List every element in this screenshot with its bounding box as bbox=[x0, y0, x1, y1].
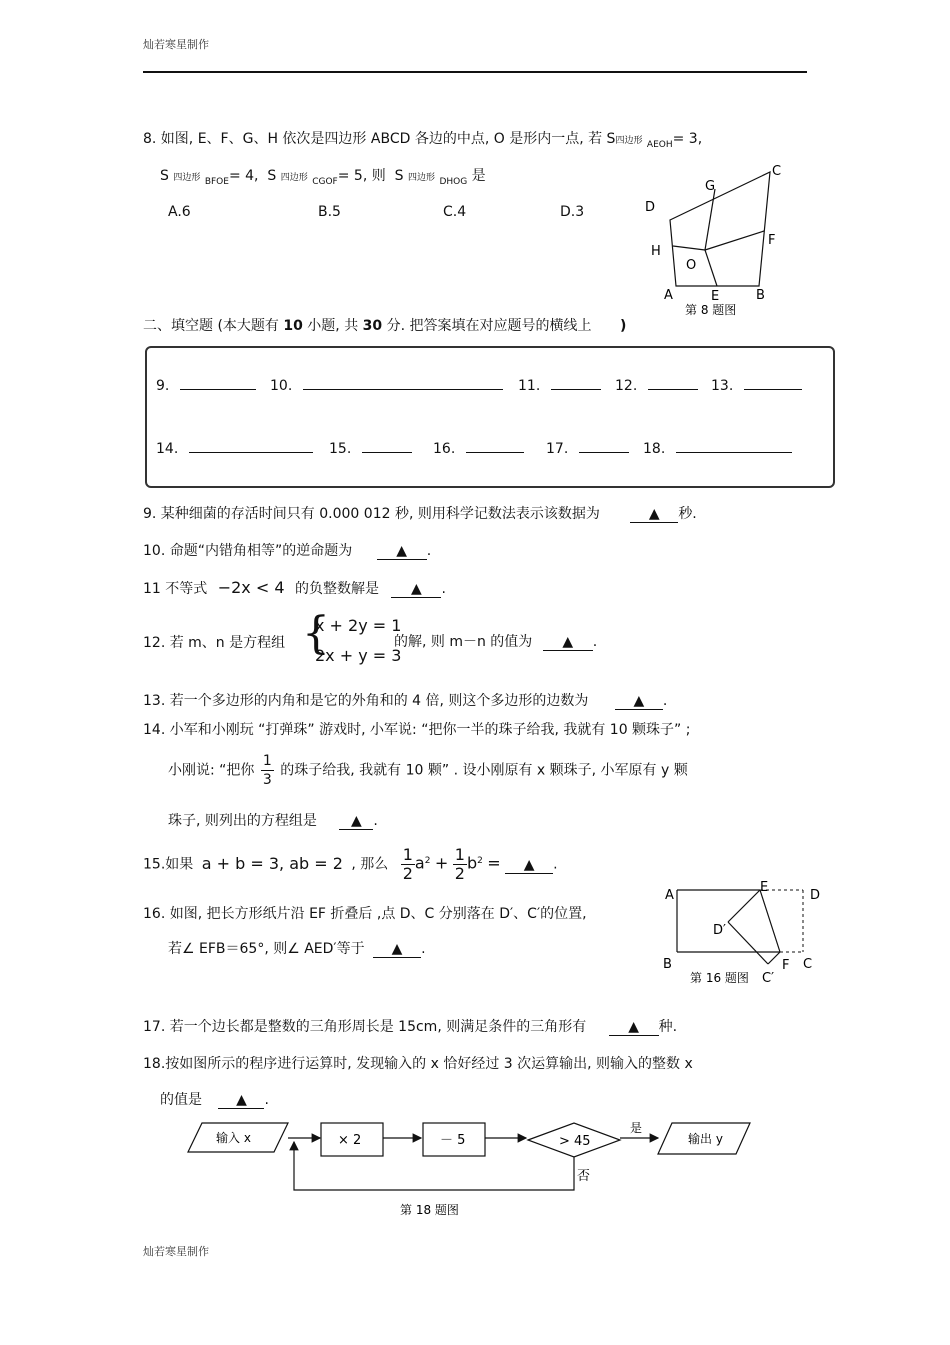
q8-label-h: H bbox=[651, 244, 661, 259]
header-rule bbox=[143, 71, 807, 73]
q11-pre: 11 不等式 bbox=[143, 581, 208, 597]
q8-line1 bbox=[143, 128, 702, 148]
q8-option-a: A.6 bbox=[168, 204, 191, 220]
q12-tail: . bbox=[592, 634, 598, 650]
q16-dp-cp bbox=[728, 922, 768, 964]
q8-oe bbox=[705, 250, 717, 286]
q11 bbox=[143, 578, 446, 598]
q12-post bbox=[394, 631, 597, 651]
q12-answer-mark: ▲ bbox=[543, 634, 593, 651]
section2-mid: 小题, 共 bbox=[302, 318, 363, 334]
answer-label-11: 11. bbox=[518, 378, 541, 394]
q16-caption: 第 16 题图 bbox=[690, 971, 749, 985]
q14-answer-mark: ▲ bbox=[339, 813, 373, 830]
q15-frac2 bbox=[453, 846, 467, 883]
q14-tail: . bbox=[373, 813, 378, 829]
answer-blank-14[interactable] bbox=[189, 452, 313, 453]
answer-blank-11[interactable] bbox=[551, 389, 601, 390]
q8-og bbox=[705, 189, 715, 250]
q9-tail: 秒. bbox=[678, 506, 697, 522]
q8-label-c: C bbox=[772, 164, 782, 179]
answer-blank-15[interactable] bbox=[362, 452, 412, 453]
answer-blank-18[interactable] bbox=[676, 452, 792, 453]
q16-label-e: E bbox=[760, 880, 769, 895]
section2-close: ) bbox=[619, 318, 627, 334]
q15-pre: 15.如果 bbox=[143, 856, 194, 873]
q8-caption: 第 8 题图 bbox=[685, 303, 737, 317]
q15-frac1 bbox=[401, 846, 415, 883]
answer-blank-16[interactable] bbox=[466, 452, 524, 453]
q17-text: 17. 若一个边长都是整数的三角形周长是 15cm, 则满足条件的三角形有 bbox=[143, 1019, 587, 1035]
page-header: 灿若寒星制作 bbox=[143, 38, 209, 51]
q8-label-d: D bbox=[645, 200, 656, 215]
q13-answer-mark: ▲ bbox=[615, 693, 663, 710]
q15 bbox=[143, 846, 558, 883]
answer-label-9: 9. bbox=[156, 378, 170, 394]
q15-eq: = bbox=[487, 853, 501, 873]
section2-count: 10 bbox=[283, 318, 303, 334]
q8-line2 bbox=[160, 165, 486, 185]
q11-post: 的负整数解是 bbox=[294, 581, 379, 597]
q8-sub-dhog: DHOG bbox=[439, 177, 468, 187]
q15-frac1-den: 2 bbox=[402, 864, 413, 883]
q18-tail: . bbox=[264, 1092, 269, 1108]
q15-term-b: b bbox=[466, 853, 478, 873]
q16-cp-f bbox=[768, 952, 780, 964]
q10 bbox=[143, 540, 431, 560]
answer-blank-17[interactable] bbox=[579, 452, 629, 453]
q11-tail: . bbox=[441, 581, 446, 597]
q15-mid: , 那么 bbox=[351, 856, 389, 873]
q8-s2: S bbox=[267, 168, 277, 184]
q16-answer-mark: ▲ bbox=[373, 941, 421, 958]
answer-16 bbox=[433, 441, 524, 457]
flow-op1-text: × 2 bbox=[338, 1133, 362, 1148]
q9-answer-mark: ▲ bbox=[630, 506, 678, 523]
q12-eq1: x + 2y = 1 bbox=[315, 616, 402, 635]
q8-label-g: G bbox=[705, 179, 716, 194]
answer-box bbox=[145, 346, 835, 488]
q8-oh bbox=[673, 246, 705, 250]
q16-line2 bbox=[168, 938, 426, 958]
q14-line1: 14. 小军和小刚玩 “打弹珠” 游戏时, 小军说: “把你一半的珠子给我, 我就有 10 颗珠子” ; bbox=[143, 722, 691, 738]
q13-text: 13. 若一个多边形的内角和是它的外角和的 4 倍, 则这个多边形的边数为 bbox=[143, 693, 589, 709]
q8-label-e: E bbox=[711, 289, 720, 304]
flow-yes-label: 是 bbox=[630, 1121, 643, 1135]
q16-label-cp: C′ bbox=[762, 971, 775, 986]
section2-rest: 分. 把答案填在对应题号的横线上 bbox=[382, 318, 592, 334]
q16-label-c: C bbox=[803, 957, 813, 972]
q16-label-f: F bbox=[782, 958, 790, 973]
q8-sub-aeoh: AEOH bbox=[646, 140, 673, 150]
q13 bbox=[143, 690, 667, 710]
answer-blank-10[interactable] bbox=[303, 389, 503, 390]
q8-figure bbox=[635, 158, 795, 320]
answer-15 bbox=[329, 441, 412, 457]
q15-answer-mark: ▲ bbox=[505, 857, 553, 874]
q16-tail: . bbox=[421, 941, 426, 957]
q17 bbox=[143, 1016, 677, 1036]
flow-op2-text: － 5 bbox=[440, 1133, 466, 1148]
q16-label-d: D bbox=[810, 888, 821, 903]
q15-frac1-num: 1 bbox=[402, 845, 413, 864]
q12-brace: { bbox=[302, 608, 330, 659]
q16-label-b: B bbox=[663, 957, 672, 972]
q8-small-2: 四边形 bbox=[173, 173, 201, 183]
q11-answer-mark: ▲ bbox=[391, 581, 441, 598]
q16-label-a: A bbox=[665, 888, 674, 903]
q8-option-c: C.4 bbox=[443, 204, 467, 220]
q8-eq2: = 4, bbox=[228, 168, 259, 184]
answer-18 bbox=[643, 441, 792, 457]
q16-line1: 16. 如图, 把长方形纸片沿 EF 折叠后 ,点 D、C 分别落在 D′、C′的位置, bbox=[143, 906, 587, 922]
q9-text: 9. 某种细菌的存活时间只有 0.000 012 秒, 则用科学记数法表示该数据为 bbox=[143, 506, 600, 522]
q10-tail: . bbox=[426, 543, 432, 559]
answer-label-18: 18. bbox=[643, 441, 666, 457]
q8-small-1: 四边形 bbox=[615, 136, 643, 146]
answer-13 bbox=[711, 378, 802, 394]
q14-line2 bbox=[168, 752, 688, 789]
q15-sq-b: 2 bbox=[477, 855, 483, 866]
q8-option-d: D.3 bbox=[560, 204, 585, 220]
q8-s1: S bbox=[160, 168, 169, 184]
q8-quad bbox=[670, 172, 770, 286]
q8-sub-cgof: CGOF bbox=[312, 177, 338, 187]
section2-title-text: 二、填空题 (本大题有 bbox=[143, 318, 284, 334]
q8-eq3: = 5, 则 bbox=[337, 168, 386, 184]
q13-tail: . bbox=[662, 693, 668, 709]
q15-frac2-den: 2 bbox=[454, 864, 465, 883]
answer-label-10: 10. bbox=[270, 378, 293, 394]
q8-of bbox=[705, 231, 764, 250]
q14-line2-post: 的珠子给我, 我就有 10 颗” . 设小刚原有 x 颗珠子, 小军原有 y 颗 bbox=[280, 762, 688, 779]
answer-label-17: 17. bbox=[546, 441, 569, 457]
q8-tail: 是 bbox=[471, 168, 486, 184]
q16-label-dp: D′ bbox=[713, 923, 726, 938]
q15-plus: + bbox=[434, 853, 449, 873]
answer-blank-12[interactable] bbox=[648, 389, 698, 390]
answer-blank-13[interactable] bbox=[744, 389, 802, 390]
q15-frac2-num: 1 bbox=[454, 845, 465, 864]
q12-post-text: 的解, 则 m－n 的值为 bbox=[394, 634, 533, 650]
answer-17 bbox=[546, 441, 629, 457]
flow-output-text: 输出 y bbox=[688, 1132, 723, 1146]
q8-option-b: B.5 bbox=[318, 204, 341, 220]
q15-term-a: a bbox=[414, 853, 425, 873]
q15-sq-a: 2 bbox=[424, 855, 431, 866]
q14-frac-den: 3 bbox=[262, 772, 272, 788]
q17-answer-mark: ▲ bbox=[609, 1019, 659, 1036]
answer-blank-9[interactable] bbox=[180, 389, 256, 390]
q8-label-f: F bbox=[768, 233, 776, 248]
q8-label-a: A bbox=[664, 288, 673, 303]
q18-line2-text: 的值是 bbox=[160, 1092, 202, 1108]
section2-score: 30 bbox=[362, 318, 383, 334]
q18-line1: 18.按如图所示的程序进行运算时, 发现输入的 x 恰好经过 3 次运算输出, 则输入的整数 x bbox=[143, 1056, 693, 1072]
answer-label-14: 14. bbox=[156, 441, 179, 457]
q8-label-b: B bbox=[756, 288, 765, 303]
flow-cond-text: > 45 bbox=[559, 1134, 591, 1149]
q12-pre: 12. 若 m、n 是方程组 bbox=[143, 635, 286, 651]
answer-label-13: 13. bbox=[711, 378, 734, 394]
answer-10 bbox=[270, 378, 503, 394]
answer-label-16: 16. bbox=[433, 441, 456, 457]
answer-12 bbox=[615, 378, 698, 394]
q10-answer-mark: ▲ bbox=[377, 543, 427, 560]
q15-condition: a + b = 3, ab = 2 bbox=[201, 853, 343, 873]
q14-fraction bbox=[261, 752, 274, 789]
q8-text: 8. 如图, E、F、G、H 依次是四边形 ABCD 各边的中点, O 是形内一点, 若 S bbox=[143, 131, 616, 147]
q14-line3-text: 珠子, 则列出的方程组是 bbox=[168, 813, 317, 829]
answer-label-15: 15. bbox=[329, 441, 352, 457]
q16-line2-text: 若∠ EFB＝65°, 则∠ AED′等于 bbox=[168, 941, 365, 957]
flow-loop-arrow bbox=[294, 1142, 574, 1190]
q14-line3 bbox=[168, 810, 378, 830]
q14-frac-num: 1 bbox=[262, 753, 272, 769]
flow-input-text: 输入 x bbox=[216, 1131, 251, 1145]
q17-tail: 种. bbox=[658, 1019, 678, 1035]
q18-line2 bbox=[160, 1089, 269, 1109]
q18-caption: 第 18 题图 bbox=[400, 1203, 459, 1217]
q12-eq2: 2x + y = 3 bbox=[315, 646, 402, 665]
q11-inequality: −2x < 4 bbox=[217, 578, 285, 597]
q8-sub-bfoe: BFOE bbox=[204, 177, 229, 187]
answer-9 bbox=[156, 378, 256, 394]
section2-title bbox=[143, 315, 626, 335]
q14-line2-pre: 小刚说: “把你 bbox=[168, 762, 255, 779]
q8-eq1: = 3, bbox=[672, 131, 703, 147]
q10-text: 10. 命题“内错角相等”的逆命题为 bbox=[143, 543, 353, 559]
q16-ed-prime bbox=[728, 890, 760, 922]
q8-small-3: 四边形 bbox=[280, 173, 308, 183]
q18-answer-mark: ▲ bbox=[218, 1092, 264, 1109]
q18-flowchart bbox=[180, 1118, 760, 1228]
q8-s3: S bbox=[394, 168, 404, 184]
flow-no-label: 否 bbox=[577, 1169, 591, 1184]
q15-tail: . bbox=[553, 856, 558, 873]
answer-14 bbox=[156, 441, 313, 457]
answer-11 bbox=[518, 378, 601, 394]
q8-label-o: O bbox=[686, 258, 697, 273]
q16-figure bbox=[660, 878, 830, 990]
q16-ef bbox=[760, 890, 780, 952]
q8-small-4: 四边形 bbox=[407, 173, 435, 183]
answer-label-12: 12. bbox=[615, 378, 638, 394]
q9 bbox=[143, 503, 697, 523]
page-footer: 灿若寒星制作 bbox=[143, 1245, 209, 1258]
